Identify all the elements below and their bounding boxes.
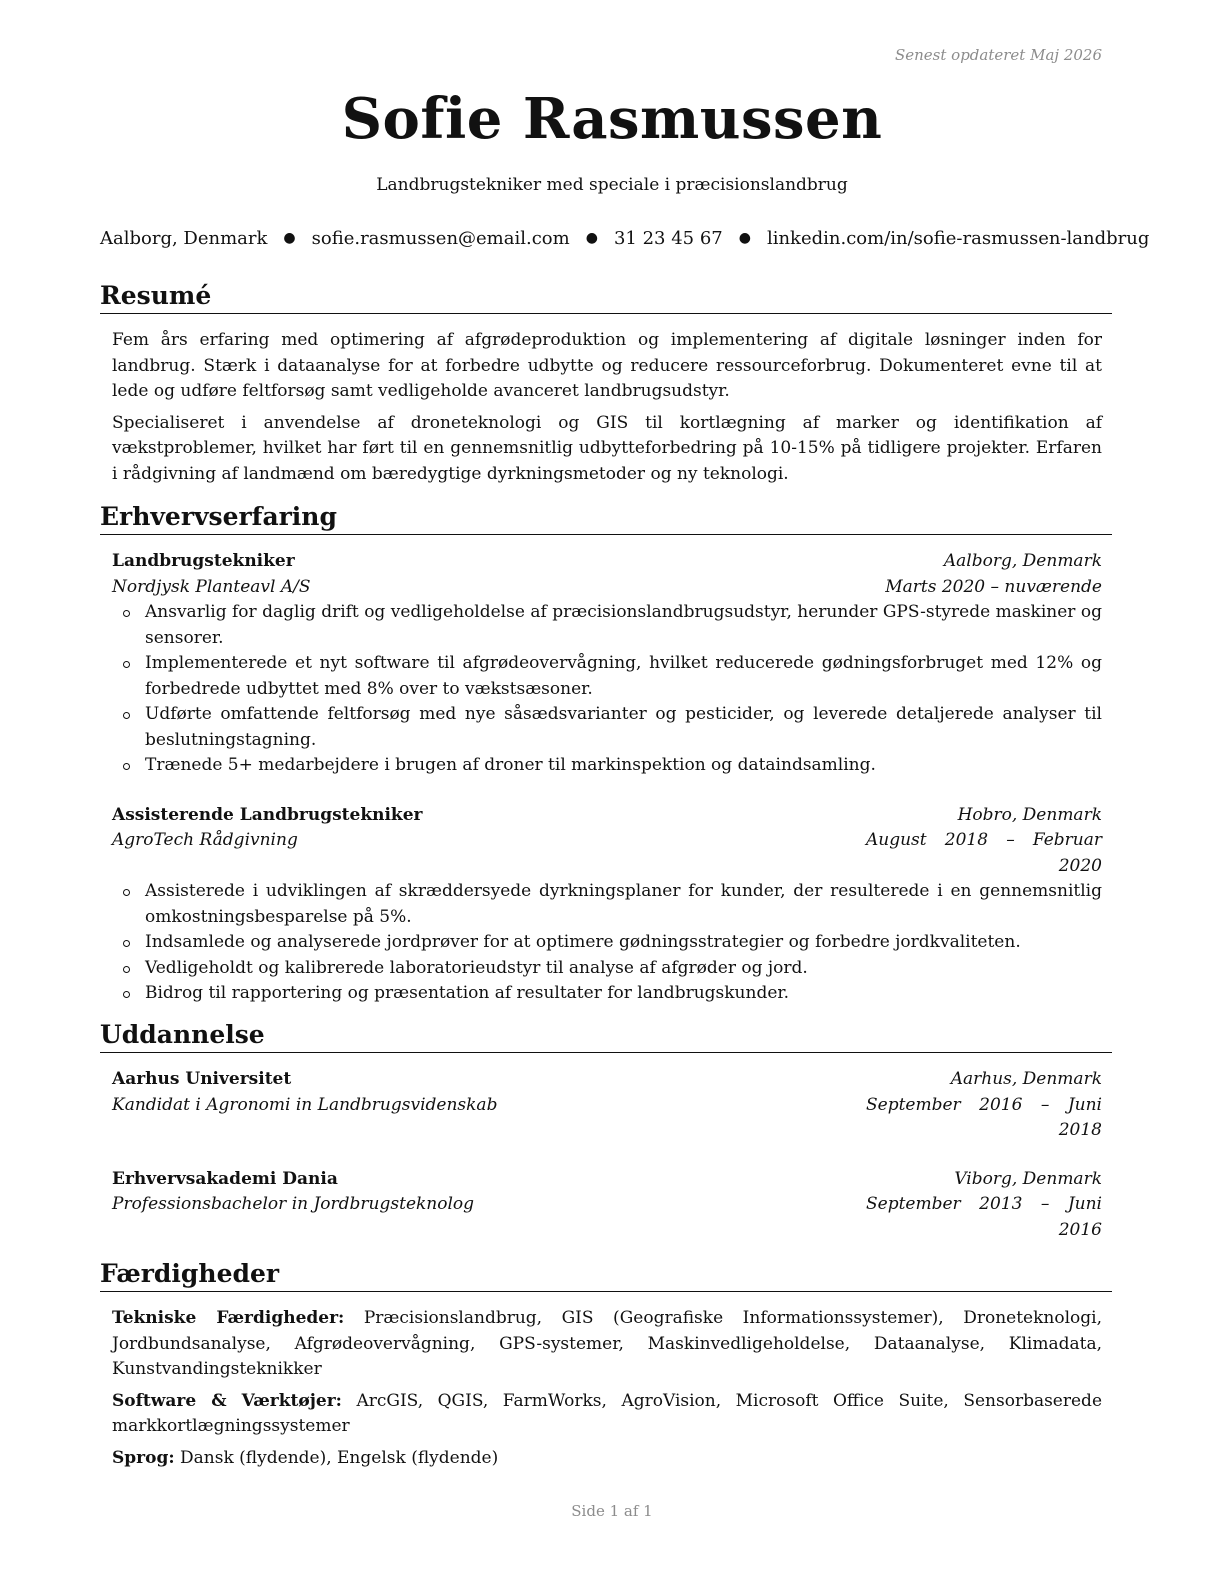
bullet-separator-icon: ●: [283, 230, 296, 246]
education-school: Aarhus Universitet: [112, 1069, 292, 1089]
section-title-education: Uddannelse: [100, 1019, 1112, 1053]
education-entry: [112, 1167, 1102, 1244]
circle-bullet-icon: [123, 991, 130, 998]
circle-bullet-icon: [123, 712, 130, 719]
circle-bullet-icon: [123, 966, 130, 973]
skill-text: Præcisionslandbrug, GIS (Geografiske Informationssystemer), Droneteknologi, Jordbundsanalyse, Afgrødeovervågning, GPS-systemer, Maskinvedligeholdelse, Dataanalyse, Klimadata, Kunstvandingsteknikker: [112, 1308, 1102, 1379]
summary-section: [100, 280, 1112, 487]
job-location: Aalborg, Denmark: [943, 551, 1102, 571]
contact-linkedin[interactable]: linkedin.com/in/sofie-rasmussen-landbrug: [766, 228, 1150, 249]
page-number: Side 1 af 1: [571, 1502, 653, 1520]
skill-group: [112, 1389, 1102, 1440]
summary-paragraph: Specialiseret i anvendelse af droneteknologi og GIS til kortlægning af marker og identifikation af vækstproblemer, hvilket har ført til en gennemsnitlig udbytteforbedring på 10-15% på tidligere projekter. Erfaren i rådgivning af landmænd om bæredygtige dyrkningsmetoder og ny teknologi.: [112, 412, 1102, 484]
education-school: Erhvervsakademi Dania: [112, 1168, 338, 1189]
list-item: Assisterede i udviklingen af skræddersyede dyrkningsplaner for kunder, der resulterede i en gennemsnitlig omkostningsbesparelse på 5%.: [112, 879, 1102, 930]
contact-email[interactable]: sofie.rasmussen@email.com: [311, 228, 570, 249]
skill-group: [112, 1306, 1102, 1383]
list-item: Indsamlede og analyserede jordprøver for at optimere gødningsstrategier og forbedre jordkvaliteten.: [112, 930, 1102, 956]
section-title-skills: Færdigheder: [100, 1258, 1112, 1292]
contact-location: Aalborg, Denmark: [100, 228, 268, 249]
job-dates: August 2018 – Februar 2020: [866, 830, 1102, 876]
circle-bullet-icon: [123, 763, 130, 770]
education-entry: [112, 1067, 1102, 1144]
education-dates: September 2013 – Juni 2016: [866, 1194, 1102, 1240]
contact-line: [100, 228, 1150, 249]
summary-paragraph: Fem års erfaring med optimering af afgrødeproduktion og implementering af digitale løsninger inden for landbrug. Stærk i dataanalyse for at forbedre udbytte og reducere ressourceforbrug. Dokumenteret evne til at lede og udføre feltforsøg samt vedligeholde avanceret landbrugsudstyr.: [112, 330, 1102, 401]
skill-label: Sprog:: [112, 1447, 175, 1468]
list-item: Bidrog til rapportering og præsentation af resultater for landbrugskunder.: [112, 981, 1102, 1007]
education-dates: September 2016 – Juni 2018: [866, 1094, 1102, 1140]
education-degree: Kandidat i Agronomi in Landbrugsvidenskab: [112, 1094, 498, 1115]
circle-bullet-icon: [123, 940, 130, 947]
bullet-separator-icon: ●: [738, 230, 751, 246]
job-dates: Marts 2020 – nuværende: [885, 576, 1102, 597]
experience-section: [100, 501, 1112, 1007]
job-role: Assisterende Landbrugstekniker: [112, 804, 423, 825]
job-entry: [112, 803, 1102, 1007]
list-item: Trænede 5+ medarbejdere i brugen af droner til markinspektion og dataindsamling.: [112, 753, 1102, 779]
circle-bullet-icon: [123, 889, 130, 896]
candidate-name: Sofie Rasmussen: [341, 86, 883, 152]
education-section: [100, 1019, 1112, 1243]
job-bullets: [112, 879, 1102, 1007]
skill-label: Tekniske Færdigheder:: [112, 1308, 345, 1328]
job-entry: [112, 549, 1102, 779]
education-degree: Professionsbachelor in Jordbrugsteknolog: [112, 1194, 475, 1214]
skill-label: Software & Værktøjer:: [112, 1390, 342, 1411]
list-item: Vedligeholdt og kalibrerede laboratorieudstyr til analyse af afgrøder og jord.: [112, 956, 1102, 982]
job-company: Nordjysk Planteavl A/S: [112, 576, 311, 597]
circle-bullet-icon: [123, 661, 130, 668]
job-bullets: [112, 600, 1102, 779]
skills-section: [100, 1258, 1112, 1471]
section-title-summary: Resumé: [100, 280, 1112, 314]
job-company: AgroTech Rådgivning: [112, 830, 298, 850]
skill-text: Dansk (flydende), Engelsk (flydende): [180, 1447, 499, 1468]
circle-bullet-icon: [123, 610, 130, 617]
skill-group: [112, 1446, 1102, 1472]
skill-text: ArcGIS, QGIS, FarmWorks, AgroVision, Microsoft Office Suite, Sensorbaserede markkortlægningssystemer: [112, 1390, 1103, 1436]
last-updated: Senest opdateret Maj 2026: [894, 46, 1102, 64]
job-location: Hobro, Denmark: [957, 804, 1102, 825]
list-item: Implementerede et nyt software til afgrødeovervågning, hvilket reducerede gødningsforbruget med 12% og forbedrede udbyttet med 8% over to vækstsæsoner.: [112, 651, 1102, 702]
job-role: Landbrugstekniker: [112, 551, 295, 571]
list-item: Ansvarlig for daglig drift og vedligeholdelse af præcisionslandbrugsudstyr, herunder GPS-styrede maskiner og sensorer.: [112, 600, 1102, 651]
education-location: Viborg, Denmark: [954, 1168, 1102, 1189]
contact-phone: 31 23 45 67: [613, 228, 723, 249]
section-title-experience: Erhvervserfaring: [100, 501, 1112, 535]
bullet-separator-icon: ●: [585, 230, 598, 246]
education-location: Aarhus, Denmark: [950, 1069, 1102, 1089]
list-item: Udførte omfattende feltforsøg med nye såsædsvarianter og pesticider, og leverede detaljerede analyser til beslutningstagning.: [112, 702, 1102, 753]
tagline: Landbrugstekniker med speciale i præcisionslandbrug: [376, 175, 848, 195]
